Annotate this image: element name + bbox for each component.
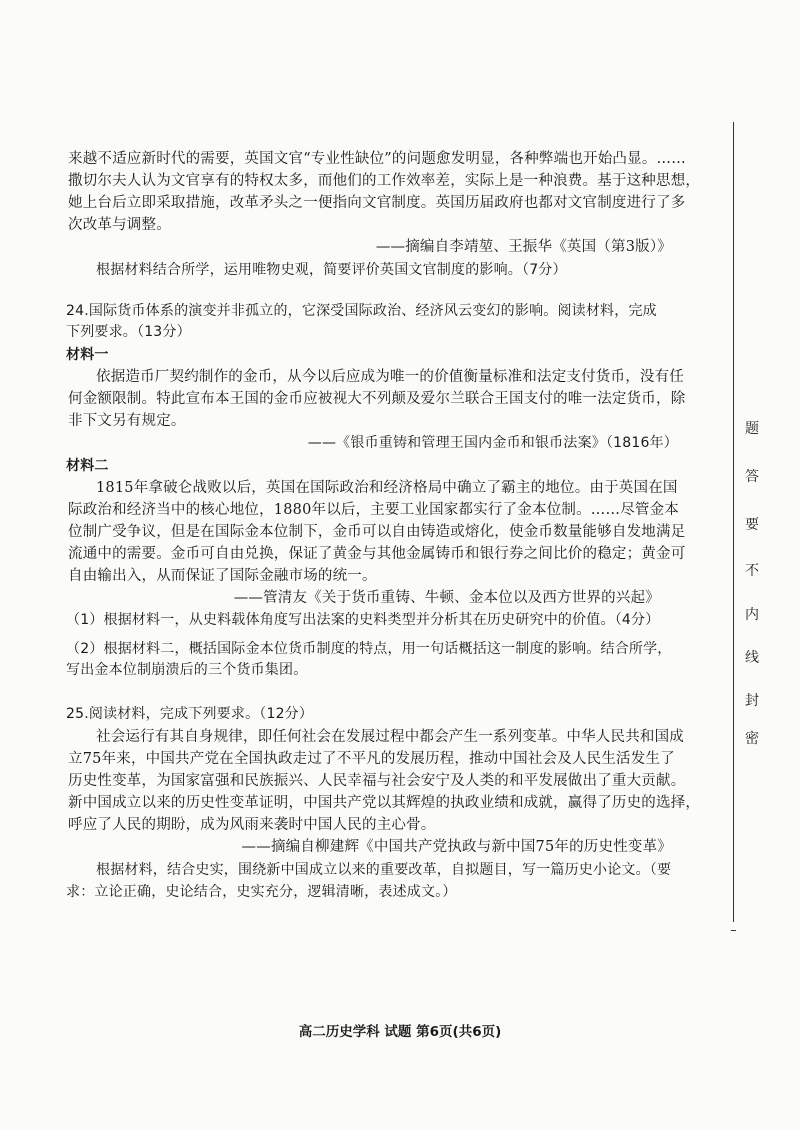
q24-material-1-label: 材料一: [66, 347, 109, 363]
binding-char: 不: [745, 563, 759, 579]
q23-task: 根据材料结合所学，运用唯物史观，简要评价英国文官制度的影响。（7分）: [96, 262, 567, 278]
q25-line-2: 立75年来，中国共产党在全国执政走过了不平凡的发展历程，推动中国社会及人民生活发生了: [68, 751, 675, 767]
q24-m2-line-3: 位制广受争议，但是在国际金本位制下，金币可以自由铸造或熔化，使金币数量能够自发地满足: [68, 524, 686, 540]
q24-m2-line-1: 1815年拿破仑战败以后，英国在国际政治和经济格局中确立了霸主的地位。由于英国在国: [96, 480, 678, 496]
q24-subquestion-2-line-1: （2）根据材料二，概括国际金本位货币制度的特点，用一句话概括这一制度的影响。结合所学，: [66, 641, 672, 657]
q25-intro: 25.阅读材料，完成下列要求。（12分）: [66, 706, 314, 722]
q23-line-3: 她上台后立即采取措施，改革矛头之一便指向文官制度。英国历届政府也都对文官制度进行了多: [68, 195, 686, 211]
q24-m2-line-5: 自由输出入，从而保证了国际金融市场的统一。: [68, 568, 377, 584]
q25-source: ——摘编自柳建辉《中国共产党执政与新中国75年的历史性变革》: [241, 839, 672, 855]
q23-line-4: 次改革与调整。: [68, 217, 171, 233]
q24-m1-line-2: 何金额限制。特此宣布本王国的金币应被视大不列颠及爱尔兰联合王国支付的唯一法定货币，除: [68, 391, 686, 407]
q23-line-2: 撒切尔夫人认为文官享有的特权太多，而他们的工作效率差，实际上是一种浪费。基于这种思想，: [68, 173, 701, 189]
q25-line-5: 呼应了人民的期盼，成为风雨来袭时中国人民的主心骨。: [68, 817, 436, 833]
q24-subquestion-1: （1）根据材料一，从史料载体角度写出法案的史料类型并分析其在历史研究中的价值。（4分）: [66, 612, 660, 628]
binding-char: 密: [745, 731, 759, 747]
q24-m1-source: ——《银币重铸和管理王国内金币和银币法案》（1816年）: [307, 435, 678, 451]
q24-intro-line-2: 下列要求。（13分）: [66, 324, 191, 340]
q25-line-4: 新中国成立以来的历史性变革证明，中国共产党以其辉煌的执政业绩和成就，赢得了历史的选择，: [68, 795, 701, 811]
q24-m1-line-3: 非下文另有规定。: [68, 413, 186, 429]
q24-m2-source: ——管清友《关于货币重铸、牛顿、金本位以及西方世界的兴起》: [233, 590, 660, 606]
binding-char: 内: [745, 607, 759, 623]
binding-char: 要: [745, 517, 759, 533]
q24-m1-line-1: 依据造币厂契约制作的金币，从今以后应成为唯一的价值衡量标准和法定支付货币，没有任: [96, 369, 684, 385]
q24-m2-line-2: 际政治和经济当中的核心地位，1880年以后，主要工业国家都实行了金本位制。……尽管金本: [68, 502, 679, 518]
binding-line: [733, 122, 734, 922]
q25-task-line-1: 根据材料，结合史实，围绕新中国成立以来的重要改革，自拟题目，写一篇历史小论文。（要: [96, 862, 672, 878]
q23-line-1: 来越不适应新时代的需要，英国文官“专业性缺位”的问题愈发明显，各种弊端也开始凸显。……: [68, 151, 686, 167]
binding-char: 线: [745, 650, 759, 666]
binding-char: 答: [745, 469, 759, 485]
page-footer: 高二历史学科 试题 第6页(共6页): [298, 1024, 502, 1040]
binding-char: 题: [745, 421, 759, 437]
q24-subquestion-2-line-2: 写出金本位制崩溃后的三个货币集团。: [66, 662, 308, 678]
q25-line-3: 历史性变革，为国家富强和民族振兴、人民幸福与社会安宁及人类的和平发展做出了重大贡献。: [68, 773, 686, 789]
q25-task-line-2: 求：立论正确，史论结合，史实充分，逻辑清晰，表述成文。）: [66, 884, 457, 900]
q24-intro-line-1: 24.国际货币体系的演变并非孤立的，它深受国际政治、经济风云变幻的影响。阅读材料，完成: [66, 303, 657, 319]
q23-source: ——摘编自李靖堃、王振华《英国（第3版）》: [375, 239, 672, 255]
q24-m2-line-4: 流通中的需要。金币可自由兑换，保证了黄金与其他金属铸币和银行券之间比价的稳定；黄金可: [68, 546, 686, 562]
binding-line-tick: [731, 930, 736, 931]
q24-material-2-label: 材料二: [66, 458, 109, 474]
binding-char: 封: [745, 693, 759, 709]
q25-line-1: 社会运行有其自身规律，即任何社会在发展过程中都会产生一系列变革。中华人民共和国成: [96, 729, 684, 745]
